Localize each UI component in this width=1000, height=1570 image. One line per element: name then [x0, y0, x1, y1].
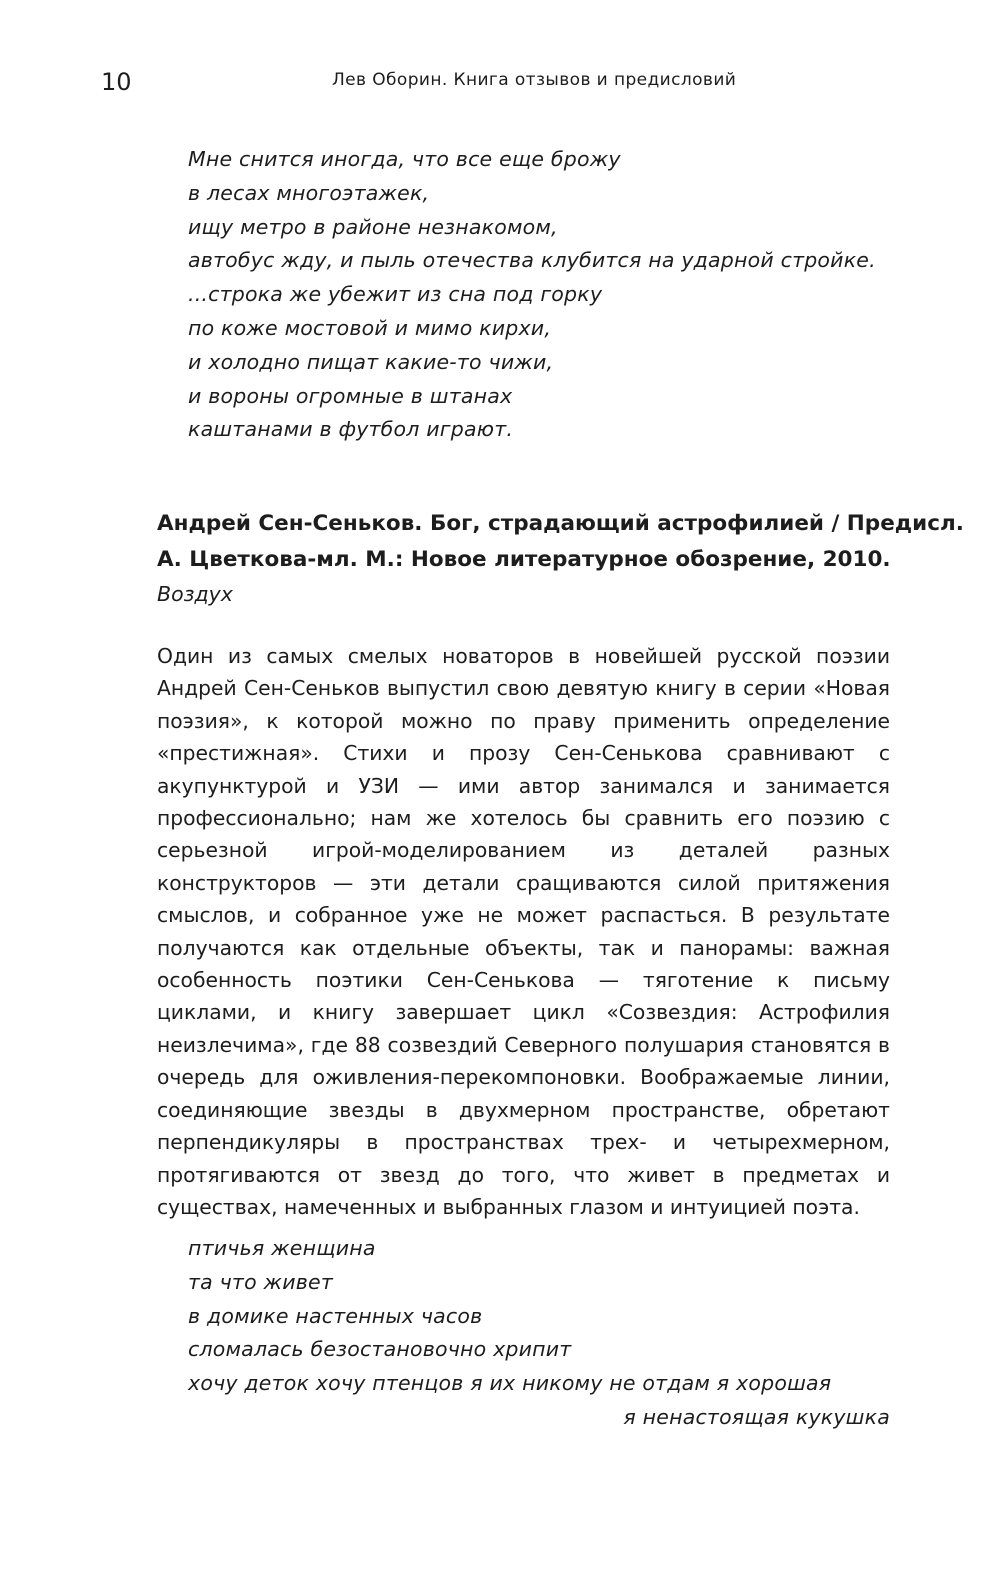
- poem-quote-bottom: [188, 1232, 890, 1435]
- poem-line: и вороны огромные в штанах: [188, 383, 513, 408]
- poem-line: птичья женщина: [188, 1236, 376, 1260]
- poem-line: в лесах многоэтажек,: [188, 180, 430, 205]
- poem-line: по коже мостовой и мимо кирхи,: [188, 315, 552, 340]
- poem-line: ...строка же убежит из сна под горку: [188, 282, 603, 307]
- poem-line: я ненастоящая кукушка: [623, 1404, 890, 1429]
- poem-line: Мне снится иногда, что все еще брожу: [188, 147, 621, 171]
- book-title-line: Андрей Сен-Сеньков. Бог, страдающий астрофилией / Предисл.: [157, 511, 964, 536]
- poem-line: сломалась безостановочно хрипит: [188, 1337, 572, 1362]
- poem-line: хочу деток хочу птенцов я их никому не отдам я хорошая: [188, 1371, 832, 1396]
- publication-series: Воздух: [157, 582, 233, 606]
- running-head: Лев Оборин. Книга отзывов и предисловий: [332, 70, 737, 90]
- poem-line: автобус жду, и пыль отечества клубится на ударной стройке.: [188, 248, 876, 273]
- poem-line: ищу метро в районе незнакомом,: [188, 214, 558, 239]
- page-number: 10: [101, 68, 132, 96]
- book-entry-heading: [157, 506, 964, 610]
- poem-quote-top: [188, 143, 876, 447]
- poem-line: в домике настенных часов: [188, 1303, 483, 1328]
- poem-line: та что живет: [188, 1269, 333, 1294]
- poem-line: каштанами в футбол играют.: [188, 417, 514, 442]
- poem-line: и холодно пищат какие-то чижи,: [188, 349, 554, 374]
- review-paragraph: Один из самых смелых новаторов в новейшей русской поэзии Андрей Сен-Сеньков выпустил свою девятую книгу в серии «Новая поэзия», к которой можно по праву применить определение «престижная». Стихи и прозу Сен-Сенькова сравнивают с акупунктурой и УЗИ — ими автор занимался и занимается профессионально; нам же хотелось бы сравнить его поэзию с серьезной игрой-моделированием из деталей разных конструкторов — эти детали сращиваются силой притяжения смыслов, и собранное уже не может распасться. В результате получаются как отдельные объекты, так и панорамы: важная особенность поэтики Сен-Сенькова — тяготение к письму циклами, и книгу завершает цикл «Созвездия: Астрофилия неизлечима», где 88 созвездий Северного полушария становятся в очередь для оживления-перекомпоновки. Воображаемые линии, соединяющие звезды в двухмерном пространстве, обретают перпендикуляры в пространствах трех- и четырехмерном, протягиваются от звезд до того, что живет в предметах и существах, намеченных и выбранных глазом и интуицией поэта.: [157, 644, 890, 1219]
- book-title-line: А. Цветкова-мл. М.: Новое литературное обозрение, 2010.: [157, 547, 891, 572]
